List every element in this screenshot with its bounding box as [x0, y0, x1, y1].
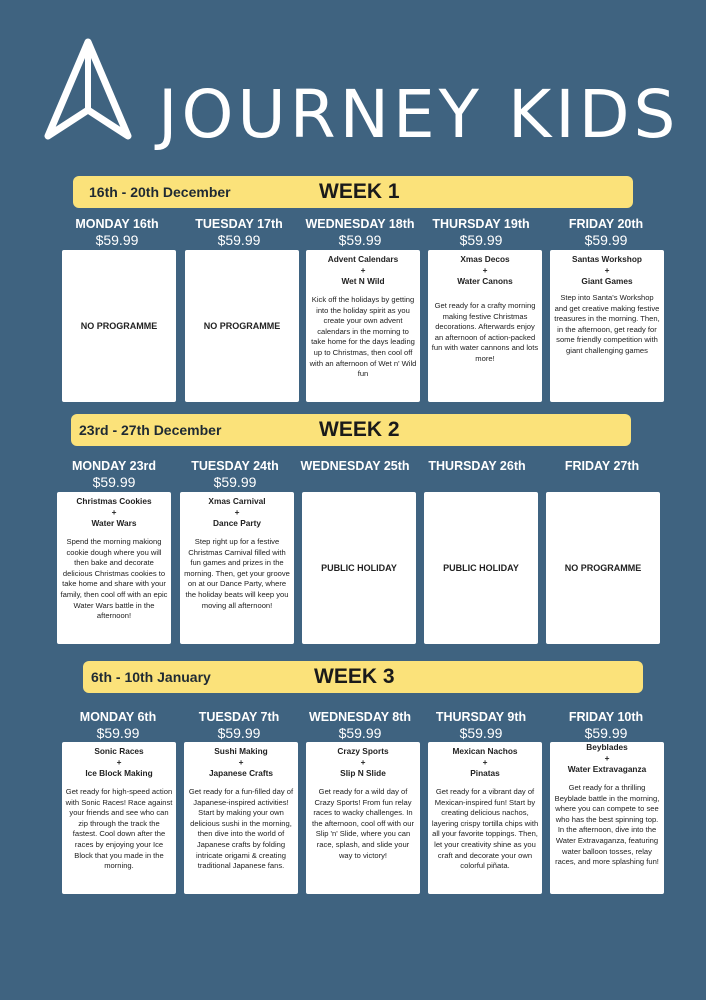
card-title-1: Christmas Cookies: [76, 496, 152, 506]
day-header: [56, 458, 172, 491]
day-name: FRIDAY 20th: [568, 217, 644, 231]
day-price: $59.99: [217, 232, 261, 248]
card-status: NO PROGRAMME: [203, 321, 281, 331]
card-title-1: Santas Workshop: [572, 254, 642, 264]
day-price: $59.99: [95, 232, 139, 248]
day-name: WEDNESDAY 25th: [300, 459, 410, 473]
activity-card: [306, 742, 420, 894]
day-price: $59.99: [459, 232, 503, 248]
card-title-plus: +: [111, 507, 117, 517]
activity-card: [62, 742, 176, 894]
activity-card: [306, 250, 420, 402]
day-name: MONDAY 6th: [79, 710, 157, 724]
day-name: THURSDAY 19th: [432, 217, 530, 231]
card-title-1: Xmas Decos: [460, 254, 510, 264]
day-header: [177, 458, 293, 491]
card-title-1: Advent Calendars: [327, 254, 399, 264]
card-description: Get ready for a thrilling Beyblade battle in the morning, where you can compete to see who has the best spinning top. In the afternoon, dive into the Water Extravaganza, featuring water balloon tosses, relay races, and more splashing fun!: [554, 783, 660, 867]
card-description: Get ready for a fun-filled day of Japanese-inspired activities! Start by making your own delicious sushi in the morning, then dive into the world of Japanese crafts by folding intricate origami & creating traditional Japanese fans.: [188, 787, 294, 871]
activity-card: [424, 492, 538, 644]
card-title-1: Beyblades: [586, 742, 628, 752]
card-description: Get ready for high-speed action with Sonic Races! Race against your friends and see who can zip through the track the fastest. Cool down after the races by enjoying your Ice Block that you made in the morning.: [65, 787, 173, 871]
day-name: WEDNESDAY 18th: [305, 217, 415, 231]
day-name: THURSDAY 26th: [428, 459, 526, 473]
day-header: [548, 709, 664, 742]
week-3-title: WEEK 3: [314, 665, 395, 688]
week-2-bar: [71, 414, 631, 446]
day-price: $59.99: [96, 725, 140, 741]
card-title-plus: +: [604, 265, 610, 275]
activity-card: [550, 742, 664, 894]
week-3-dates: 6th - 10th January: [91, 669, 211, 685]
card-title-plus: +: [360, 265, 366, 275]
week-2-title: WEEK 2: [319, 418, 400, 441]
card-title-1: Sonic Races: [94, 746, 144, 756]
brand-name: JOURNEY KIDS: [158, 76, 680, 153]
day-header: [419, 458, 535, 474]
week-2-dates: 23rd - 27th December: [79, 422, 222, 438]
card-title-1: Crazy Sports: [337, 746, 389, 756]
card-description: Get ready for a vibrant day of Mexican-inspired fun! Start by creating delicious nachos, layering crispy tortilla chips with all your favorite toppings. Then, let your creativity shine as you craft and decorate your own colorful piñata.: [431, 787, 539, 871]
day-price: $59.99: [92, 474, 136, 490]
day-price: $59.99: [459, 725, 503, 741]
activity-card: [428, 742, 542, 894]
day-name: FRIDAY 10th: [568, 710, 644, 724]
journey-kids-logo: [40, 38, 680, 153]
day-price: $59.99: [584, 232, 628, 248]
card-status: NO PROGRAMME: [564, 563, 642, 573]
day-name: THURSDAY 9th: [435, 710, 527, 724]
day-header: [302, 216, 418, 249]
card-title-2: Water Canons: [457, 276, 513, 286]
day-header: [181, 709, 297, 742]
card-description: Kick off the holidays by getting into the holiday spirit as you create your own advent calendars in the morning to take home for the days leading up to Christmas, then cool off with an afternoon of Wet n' Wild fun: [309, 295, 417, 379]
day-name: FRIDAY 27th: [564, 459, 640, 473]
card-title-2: Ice Block Making: [85, 768, 153, 778]
card-title-1: Mexican Nachos: [452, 746, 518, 756]
day-header: [59, 216, 175, 249]
day-header: [423, 216, 539, 249]
week-3-bar: [83, 661, 643, 693]
week-1-dates: 16th - 20th December: [89, 184, 231, 200]
activity-card: [185, 250, 299, 402]
card-description: Step into Santa's Workshop and get creative making festive treasures in the morning. Then, in the afternoon, get ready for some friendly competition with giant challenging games: [554, 293, 660, 355]
day-header: [60, 709, 176, 742]
day-header: [423, 709, 539, 742]
card-description: Get ready for a wild day of Crazy Sports! From fun relay races to wacky challenges. In the afternoon, cool off with our Slip 'n' Slide, where you can race, splash, and slide your way to victory!: [311, 787, 415, 860]
card-title-plus: +: [604, 753, 610, 763]
day-name: WEDNESDAY 8th: [308, 710, 412, 724]
card-title-2: Slip N Slide: [340, 768, 386, 778]
day-name: MONDAY 23rd: [71, 459, 157, 473]
day-header: [548, 216, 664, 249]
day-name: TUESDAY 7th: [198, 710, 280, 724]
card-title-plus: +: [116, 757, 122, 767]
activity-card: [184, 742, 298, 894]
activity-card: [62, 250, 176, 402]
day-header: [181, 216, 297, 249]
day-header: [544, 458, 660, 474]
day-name: TUESDAY 24th: [191, 459, 279, 473]
card-title-plus: +: [238, 757, 244, 767]
activity-card: [550, 250, 664, 402]
day-price: $59.99: [338, 232, 382, 248]
activity-card: [180, 492, 294, 644]
card-title-1: Sushi Making: [214, 746, 268, 756]
card-title-plus: +: [482, 265, 488, 275]
card-title-plus: +: [482, 757, 488, 767]
card-description: Get ready for a crafty morning making festive Christmas decorations. Afterwards enjoy an afternoon of action-packed fun with water cannons and lots more!: [431, 301, 539, 363]
day-name: TUESDAY 17th: [195, 217, 283, 231]
card-title-2: Japanese Crafts: [208, 768, 274, 778]
arrow-logo-icon: [40, 38, 140, 142]
activity-card: [302, 492, 416, 644]
card-title-2: Giant Games: [581, 276, 633, 286]
card-title-2: Water Extravaganza: [567, 764, 647, 774]
card-title-2: Dance Party: [213, 518, 261, 528]
day-price: $59.99: [217, 725, 261, 741]
day-header: [302, 709, 418, 742]
day-price: $59.99: [584, 725, 628, 741]
card-title-2: Water Wars: [91, 518, 137, 528]
activity-card: [428, 250, 542, 402]
card-title-2: Pinatas: [470, 768, 500, 778]
week-1-title: WEEK 1: [319, 180, 400, 203]
day-name: MONDAY 16th: [75, 217, 159, 231]
card-status: PUBLIC HOLIDAY: [443, 563, 519, 573]
card-status: PUBLIC HOLIDAY: [321, 563, 397, 573]
card-description: Step right up for a festive Christmas Carnival filled with fun games and prizes in the morning. Then, get your groove on at our Dance Party, where the holiday beats will keep you moving all afternoon!: [184, 537, 290, 610]
card-title-plus: +: [360, 757, 366, 767]
card-description: Spend the morning makiong cookie dough where you will then bake and decorate delicious Christmas cookies to take home and share with your family, then cool off with an epic Water Wars battle in the afternoon!: [60, 537, 168, 621]
activity-card: [546, 492, 660, 644]
day-price: $59.99: [213, 474, 257, 490]
day-header: [297, 458, 413, 474]
card-title-2: Wet N Wild: [341, 276, 385, 286]
activity-card: [57, 492, 171, 644]
week-1-bar: [73, 176, 633, 208]
card-status: NO PROGRAMME: [80, 321, 158, 331]
card-title-plus: +: [234, 507, 240, 517]
card-title-1: Xmas Carnival: [208, 496, 266, 506]
day-price: $59.99: [338, 725, 382, 741]
